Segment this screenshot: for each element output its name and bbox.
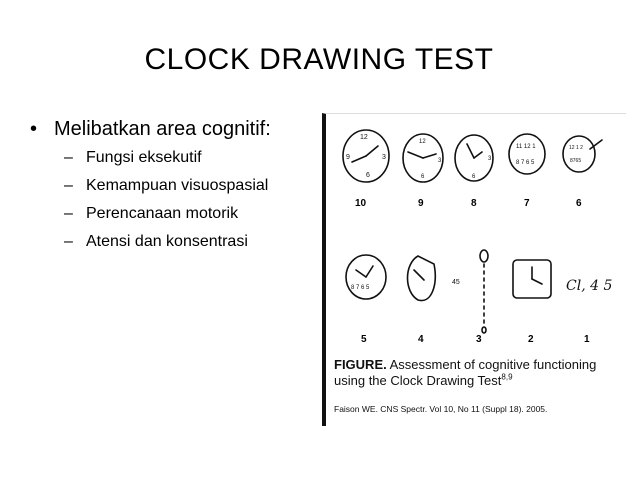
sub-bullet-text: Atensi dan konsentrasi [86,233,248,250]
svg-text:6: 6 [366,172,370,179]
figure-caption [334,357,624,389]
dash-icon: – [64,205,73,222]
clock-number-2: 2 [528,334,534,345]
bullet-text: Melibatkan area cognitif: [54,118,271,140]
sub-bullet-item [64,202,320,226]
dash-icon: – [64,233,73,250]
clock-drawing-2 [513,260,551,298]
clock-number-10: 10 [355,198,367,209]
clock-drawings [326,114,626,354]
clock-drawing-10 [343,130,389,182]
clock-drawing-8 [455,135,493,181]
slide-title: CLOCK DRAWING TEST [144,43,494,76]
figure-caption-text: Assessment of cognitive functioning using the Clock Drawing Test [334,357,597,388]
handwriting-sample: Cl, 4 5 [566,278,613,294]
svg-text:12: 12 [360,134,368,141]
bullet-list [30,116,320,258]
sub-bullet-text: Perencanaan motorik [86,205,239,222]
svg-text:6: 6 [421,174,425,180]
sketch-note: 45 [452,279,460,286]
clock-number-1: 1 [584,334,590,345]
clock-drawing-figure [322,113,626,426]
clock-number-7: 7 [524,198,530,209]
clock-drawing-5 [346,255,386,299]
svg-text:9: 9 [346,154,350,161]
figure-caption-refs: 8,9 [501,372,513,382]
clock-number-4: 4 [418,334,424,345]
svg-text:8765: 8765 [570,158,582,164]
clock-number-9: 9 [418,198,424,209]
clock-drawing-4 [408,256,436,301]
clock-number-6: 6 [576,198,582,209]
clock-drawing-9 [403,134,443,182]
svg-text:3: 3 [382,154,386,161]
sub-bullet-text: Fungsi eksekutif [86,149,202,166]
bullet-item [30,116,320,142]
svg-text:8 7 6 5: 8 7 6 5 [516,160,535,166]
sub-bullet-text: Kemampuan visuospasial [86,177,269,194]
clock-number-5: 5 [361,334,367,345]
svg-text:12: 12 [419,139,426,145]
figure-citation: Faison WE. CNS Spectr. Vol 10, No 11 (Suppl 18). 2005. [334,404,548,414]
svg-text:3: 3 [438,158,442,164]
dash-icon: – [64,177,73,194]
sub-bullet-list [64,146,320,254]
clock-number-3: 3 [476,334,482,345]
sub-bullet-item [64,230,320,254]
svg-text:12 1 2: 12 1 2 [569,145,583,151]
svg-text:8 7 6 5: 8 7 6 5 [351,285,370,291]
clock-drawing-7 [509,134,545,174]
svg-text:6: 6 [472,174,476,180]
bullet-dot-icon: • [30,118,38,140]
clock-number-8: 8 [471,198,477,209]
svg-text:11 12 1: 11 12 1 [516,144,536,150]
svg-text:3: 3 [488,156,492,162]
clock-drawing-6 [563,136,602,172]
figure-caption-label: FIGURE. [334,357,387,372]
clock-drawing-3 [480,250,488,333]
sub-bullet-item [64,174,320,198]
sub-bullet-item [64,146,320,170]
dash-icon: – [64,149,73,166]
